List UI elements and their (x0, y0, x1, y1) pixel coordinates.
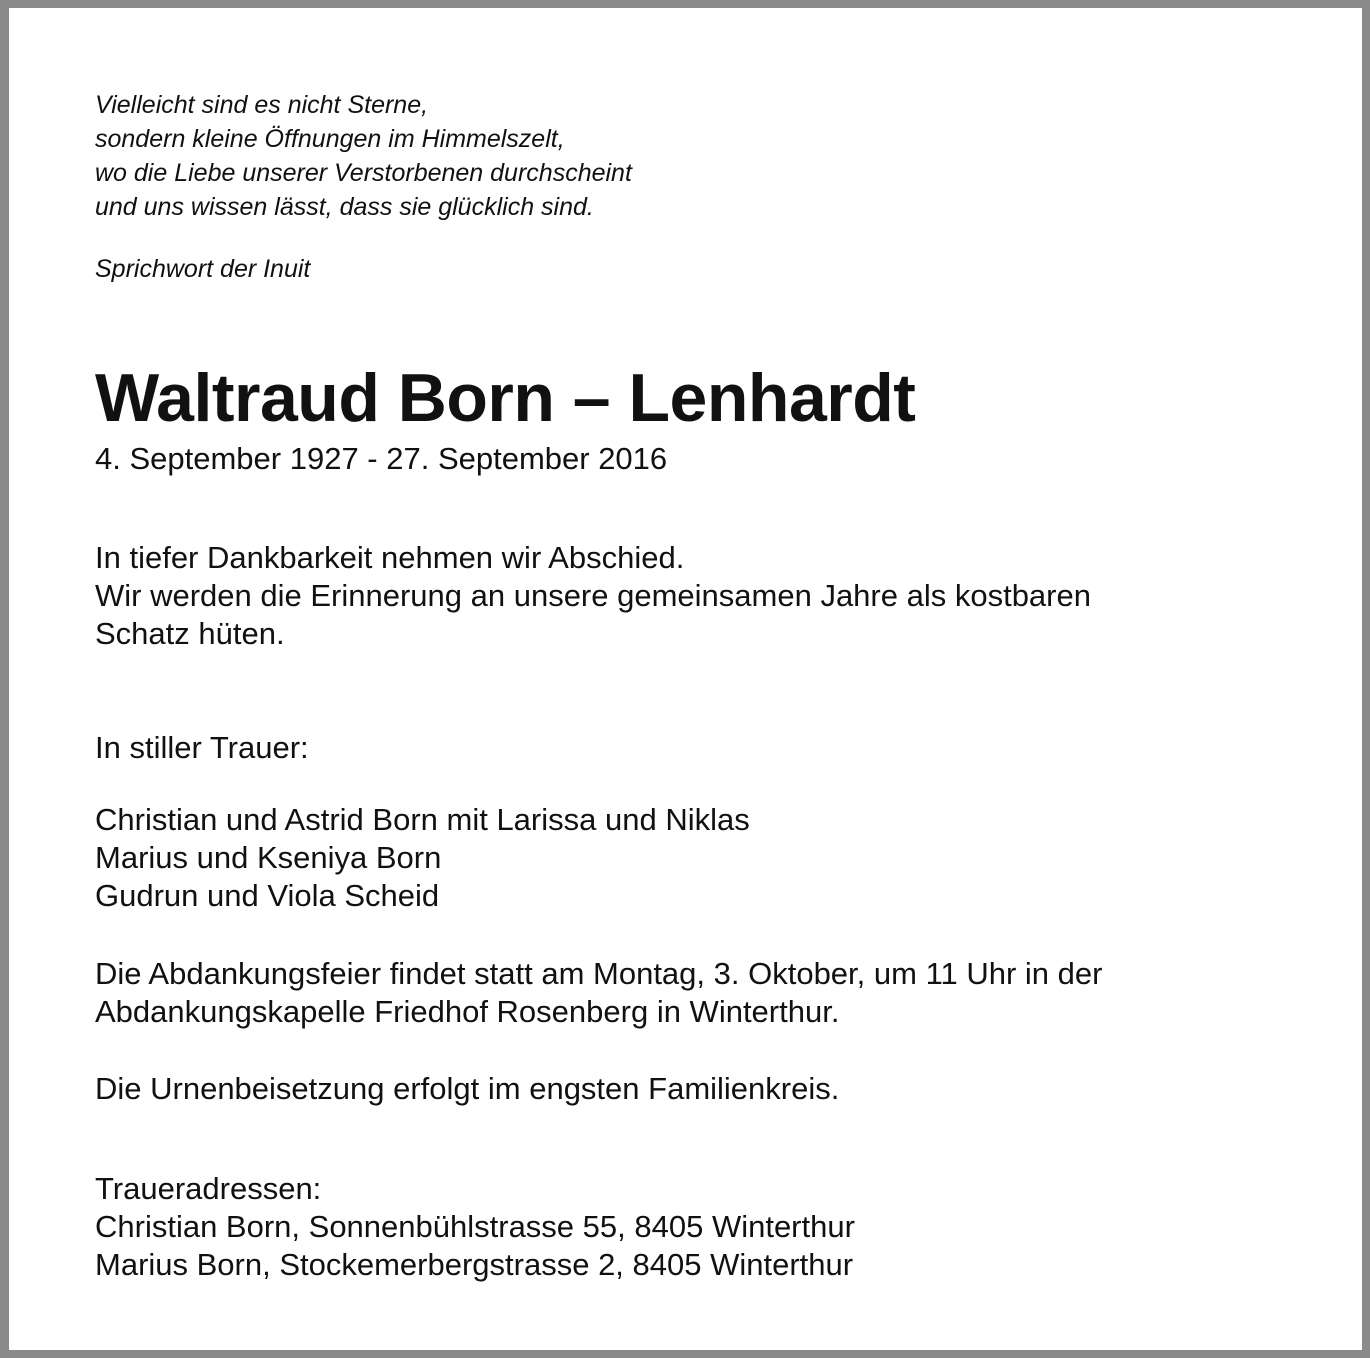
farewell-line: Wir werden die Erinnerung an unsere gemeinsamen Jahre als kostbaren (95, 578, 1091, 613)
life-dates: 4. September 1927 - 27. September 2016 (95, 441, 668, 476)
condolence-addresses (95, 1170, 855, 1284)
ceremony-info (95, 955, 1102, 1031)
addresses-heading: Traueradressen: (95, 1171, 322, 1206)
mourner: Christian und Astrid Born mit Larissa und Niklas (95, 802, 750, 837)
address-item: Marius Born, Stockemerbergstrasse 2, 8405 Winterthur (95, 1247, 854, 1282)
mourner: Marius und Kseniya Born (95, 840, 442, 875)
obituary-page (9, 8, 1362, 1350)
poem-line: sondern kleine Öffnungen im Himmelszelt, (95, 125, 565, 153)
mourners-list (95, 801, 750, 915)
farewell-line: Schatz hüten. (95, 616, 285, 651)
ceremony-line: Abdankungskapelle Friedhof Rosenberg in Winterthur. (95, 994, 840, 1029)
poem-attribution: Sprichwort der Inuit (95, 255, 311, 283)
deceased-name: Waltraud Born – Lenhardt (95, 360, 916, 436)
farewell-message (95, 539, 1091, 653)
poem-line: Vielleicht sind es nicht Sterne, (95, 91, 429, 119)
poem (95, 88, 632, 224)
ceremony-line: Die Abdankungsfeier findet statt am Montag, 3. Oktober, um 11 Uhr in der (95, 956, 1103, 991)
poem-line: und uns wissen lässt, dass sie glücklich sind. (95, 193, 594, 221)
mourning-intro: In stiller Trauer: (95, 730, 309, 765)
address-item: Christian Born, Sonnenbühlstrasse 55, 8405 Winterthur (95, 1209, 855, 1244)
urn-burial-info: Die Urnenbeisetzung erfolgt im engsten Familienkreis. (95, 1071, 840, 1106)
poem-line: wo die Liebe unserer Verstorbenen durchscheint (95, 159, 632, 187)
mourner: Gudrun und Viola Scheid (95, 878, 440, 913)
farewell-line: In tiefer Dankbarkeit nehmen wir Abschied. (95, 540, 685, 575)
